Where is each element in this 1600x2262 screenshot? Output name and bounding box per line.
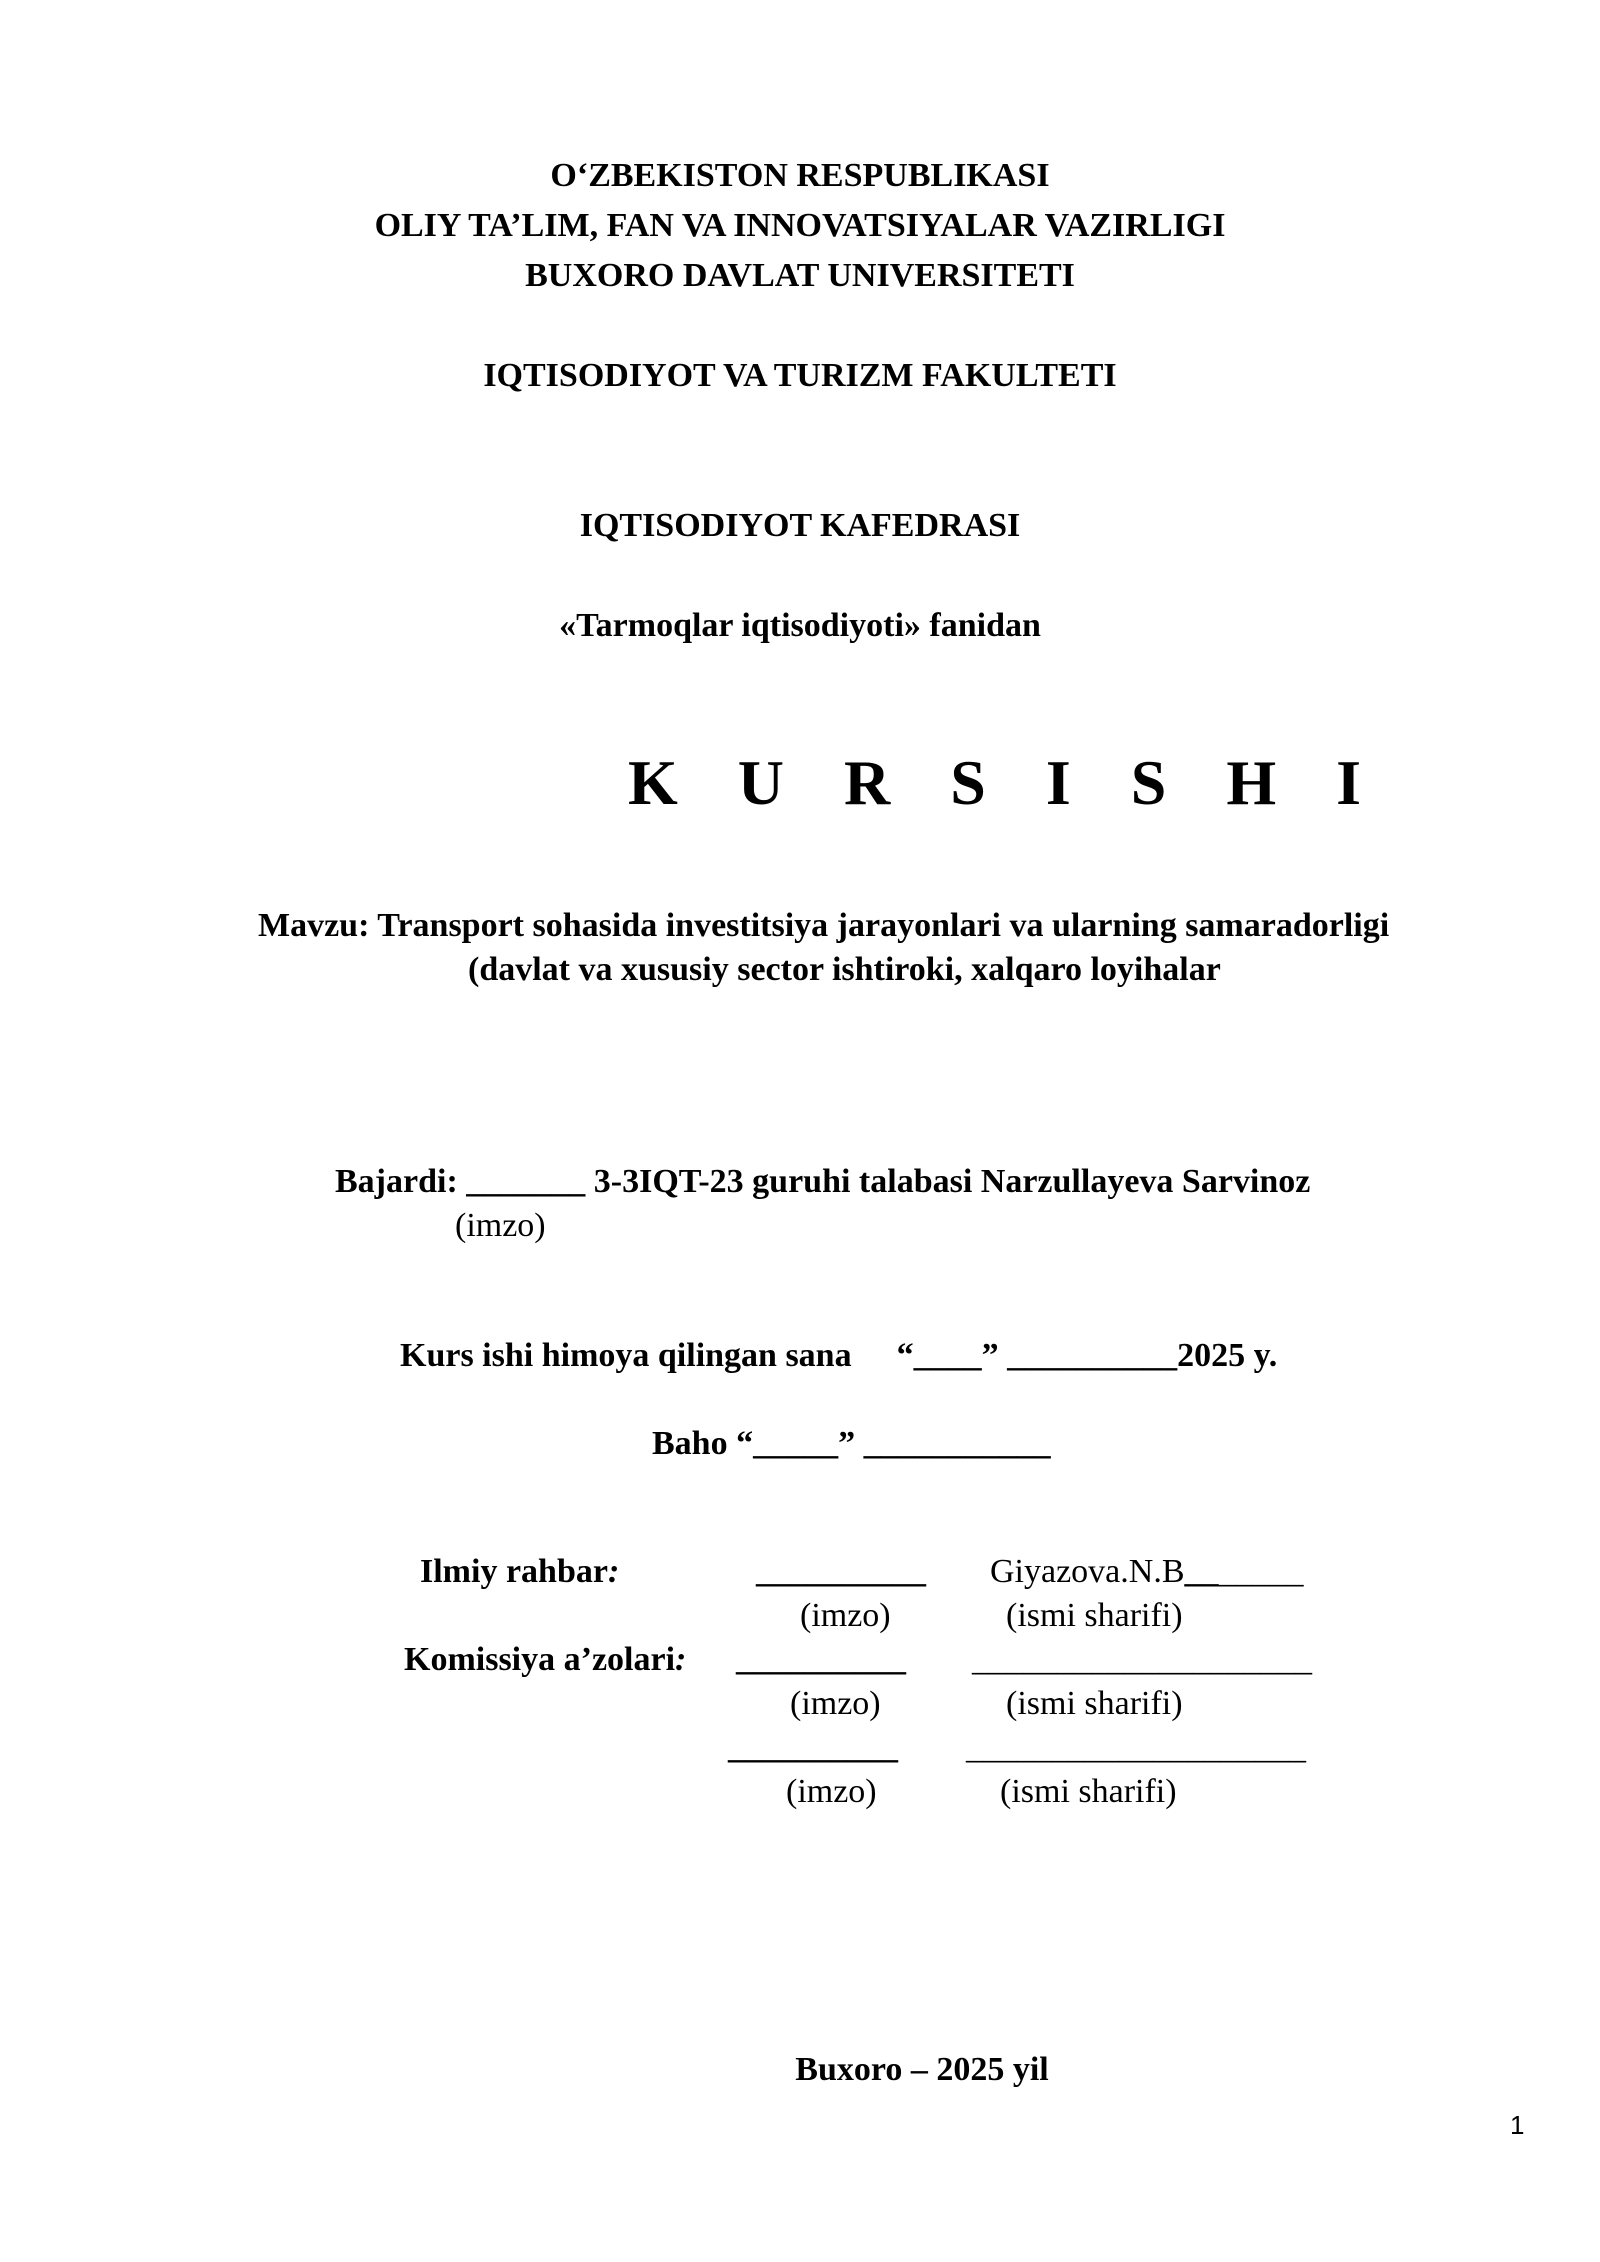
topic-line-2: (davlat va xususiy sector ishtiroki, xalqaro loyihalar <box>468 951 1221 988</box>
performer-signature-blank: _______ <box>466 1163 586 1200</box>
supervisor-name-line: Giyazova.N.B_______ <box>990 1553 1304 1590</box>
performer-line <box>335 1162 1310 1202</box>
department-heading: IQTISODIYOT KAFEDRASI <box>579 507 1021 544</box>
page-number: 1 <box>1510 2110 1525 2140</box>
ministry-heading: OLIY TA’LIM, FAN VA INNOVATSIYALAR VAZIRLIGI <box>374 207 1226 244</box>
supervisor-name: Giyazova.N.B <box>990 1553 1185 1590</box>
commission-imzo-caption-1: (imzo) <box>790 1685 881 1722</box>
defense-label: Kurs ishi himoya qilingan sana <box>400 1337 852 1374</box>
commission-signature-blank-1: __________ <box>736 1641 906 1678</box>
university-heading: BUXORO DAVLAT UNIVERSITETI <box>525 257 1075 294</box>
commission-name-blank-2: ____________________ <box>966 1729 1306 1766</box>
republic-heading: O‘ZBEKISTON RESPUBLIKASI <box>550 157 1050 194</box>
city-year: Buxoro – 2025 yil <box>795 2051 1049 2088</box>
performer-text: 3-3IQT-23 guruhi talabasi Narzullayeva Sarvinoz <box>593 1163 1311 1200</box>
commission-name-blank-1: ____________________ <box>972 1641 1312 1678</box>
supervisor-label: Ilmiy rahbar: <box>420 1553 620 1590</box>
subject-line: «Tarmoqlar iqtisodiyoti» fanidan <box>559 607 1041 644</box>
commission-label: Komissiya a’zolari: <box>404 1641 687 1678</box>
supervisor-ism-caption: (ismi sharifi) <box>1006 1597 1183 1634</box>
commission-ism-caption-1: (ismi sharifi) <box>1006 1685 1183 1722</box>
defense-month-blank: __________ <box>1007 1337 1178 1374</box>
performer-imzo-caption: (imzo) <box>455 1207 546 1244</box>
supervisor-imzo-caption: (imzo) <box>800 1597 891 1634</box>
performer-label: Bajardi: <box>335 1163 458 1200</box>
defense-day-blank: “____” <box>896 1337 999 1374</box>
defense-year: 2025 y. <box>1177 1337 1278 1374</box>
supervisor-signature-blank: __________ <box>756 1553 926 1590</box>
topic-line-1: Mavzu: Transport sohasida investitsiya jarayonlari va ularning samaradorligi <box>258 907 1390 944</box>
faculty-heading: IQTISODIYOT VA TURIZM FAKULTETI <box>483 357 1117 394</box>
grade-label: Baho <box>652 1425 728 1462</box>
commission-ism-caption-2: (ismi sharifi) <box>1000 1773 1177 1810</box>
commission-imzo-caption-2: (imzo) <box>786 1773 877 1810</box>
document-title: K U R S I S H I <box>628 747 1383 818</box>
grade-line <box>652 1424 1051 1464</box>
defense-date-line <box>400 1336 1277 1376</box>
grade-blank-1: “_____” <box>736 1425 856 1462</box>
grade-blank-2: ___________ <box>863 1425 1051 1462</box>
commission-signature-blank-2: __________ <box>728 1729 898 1766</box>
